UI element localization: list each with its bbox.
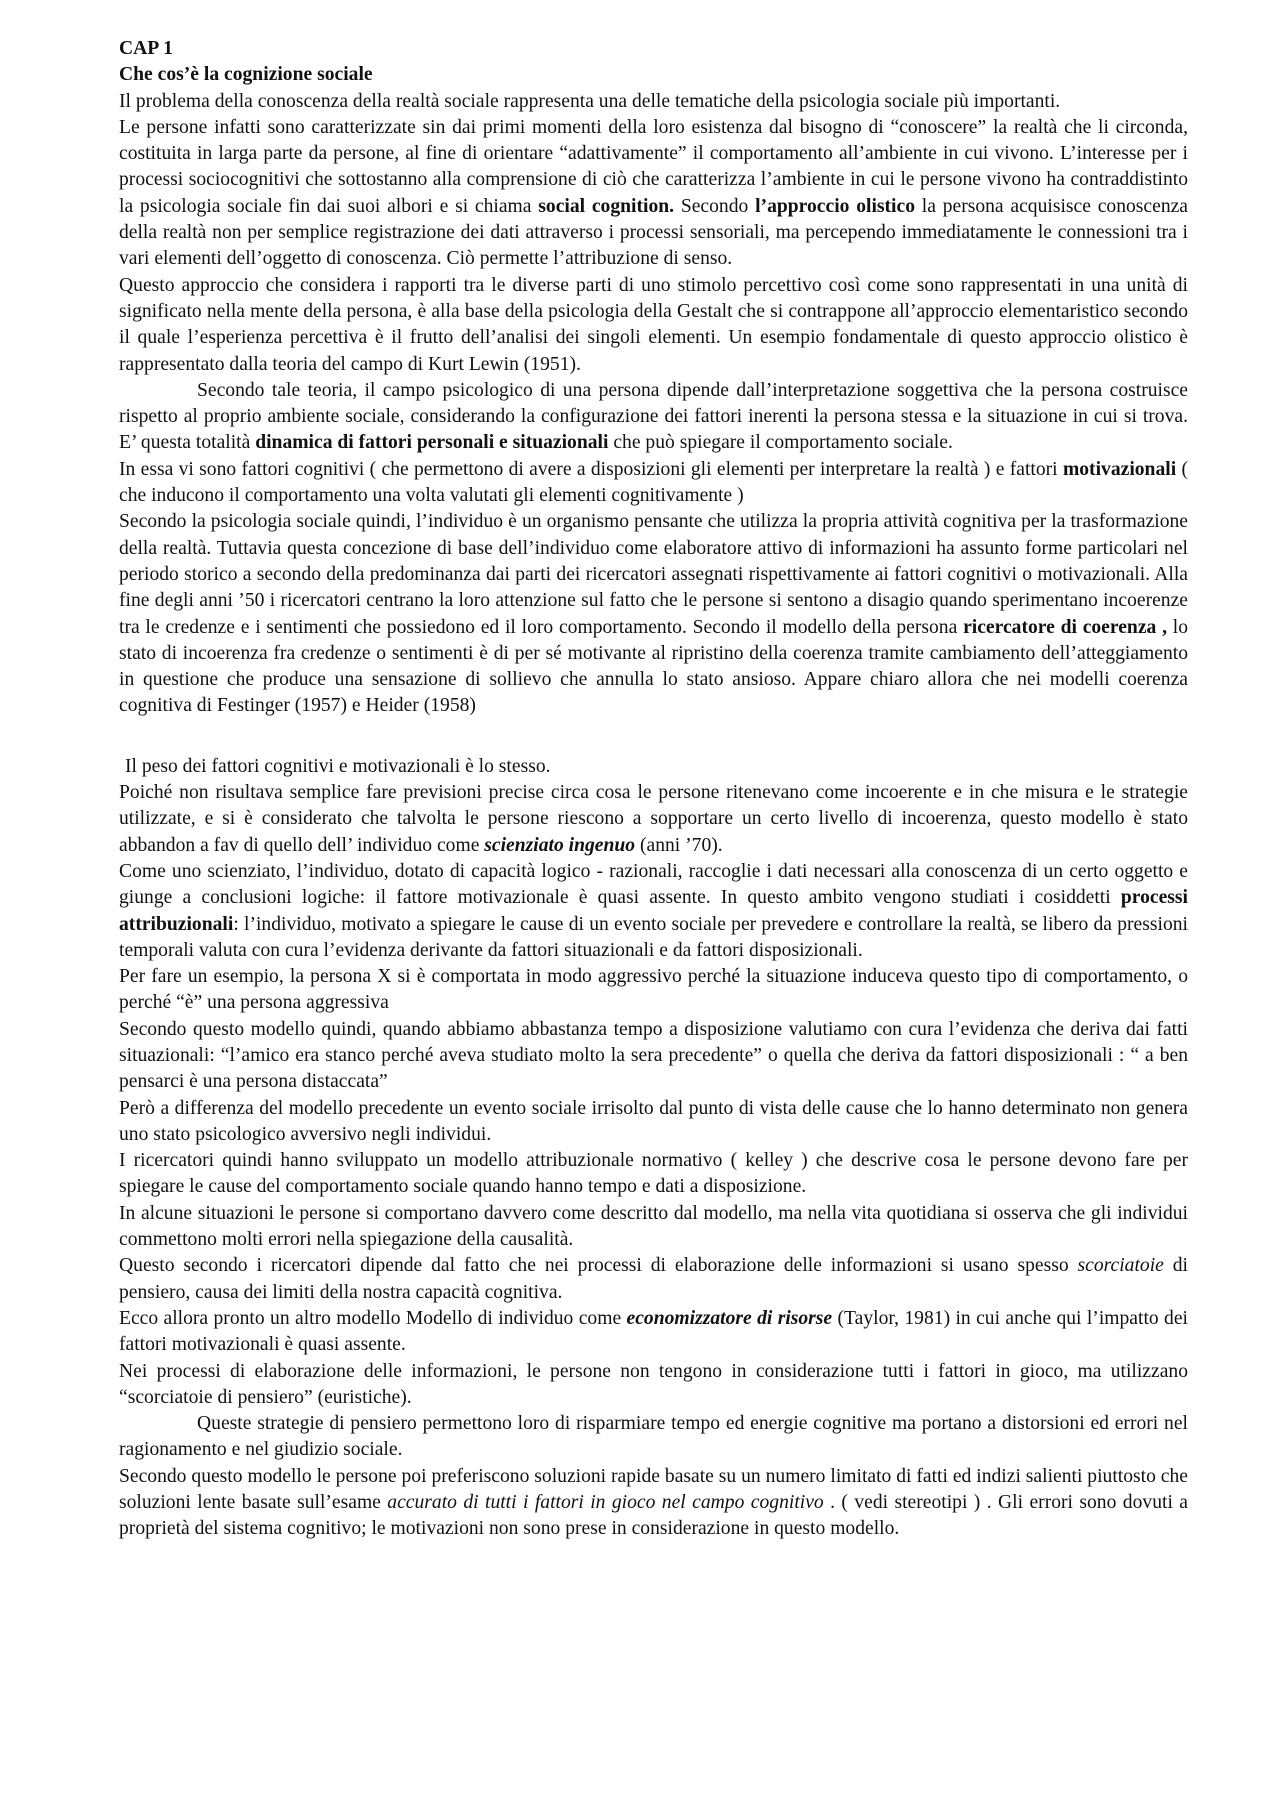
- text-run: Come uno scienziato, l’individuo, dotato di capacità logico - razionali, raccoglie i dati necessari alla conoscenza di un certo oggetto e giunge a conclusioni logiche: il fattore motivazionale è quasi assente. In questo ambito vengono studiati i cosiddetti: [119, 860, 1188, 909]
- text-run: lo stato di incoerenza fra credenze o sentimenti è di per sé motivante al ripristino della coerenza tramite cambiamento dell’atteggiamento in questione che produce una sensazione di sollievo che annulla lo stato ansioso. Appare chiaro allora che nei modelli coerenza cognitiva di Festinger (1957) e Heider (1958): [119, 616, 1188, 717]
- text-run: Questo secondo i ricercatori dipende dal fatto che nei processi di elaborazione delle informazioni si usano spesso: [119, 1255, 1078, 1277]
- bold-term: social cognition.: [538, 195, 675, 217]
- text-run: (Taylor, 1981) in cui anche qui l’impatto dei fattori motivazionali è quasi assente.: [119, 1307, 1188, 1356]
- text-run: di pensiero, causa dei limiti della nostra capacità cognitiva.: [119, 1255, 1188, 1303]
- bold-italic-term: economizzatore di risorse: [626, 1307, 833, 1329]
- paragraph: Il peso dei fattori cognitivi e motivazionali è lo stesso.: [125, 755, 551, 777]
- bold-italic-term: scienziato ingenuo: [484, 834, 636, 856]
- text-run: Le persone infatti sono caratterizzate sin dai primi momenti della loro esistenza dal bisogno di “conoscere” la realtà che li circonda, costituita in larga parte da persone, al fine di orientare “adattivamente” il comportamento all’ambiente in cui vivono. L’interesse per i processi sociocognitivi che sottostanno alla comprensione di ciò che caratterizza l’ambiente in cui le persone vivono ha contraddistinto la psicologia sociale fin dai suoi albori e si chiama: [119, 116, 1188, 217]
- text-run: In essa vi sono fattori cognitivi ( che permettono di avere a disposizioni gli elementi per interpretare la realtà ) e fattori: [119, 458, 1063, 480]
- italic-term: scorciatoie: [1077, 1255, 1164, 1277]
- bold-term: l’approccio olistico: [755, 195, 915, 217]
- italic-term: accurato di tutti i fattori in gioco nel campo cognitivo: [387, 1492, 824, 1514]
- paragraph-gap: [119, 720, 1188, 754]
- paragraph: Secondo questo modello quindi, quando abbiamo abbastanza tempo a disposizione valutiamo con cura l’evidenza che deriva dai fatti situazionali: “l’amico era stanco perché aveva studiato molto la sera precedente” o quella che deriva da fattori disposizionali : “ a ben pensarci è una persona distaccata”: [119, 1018, 1188, 1093]
- paragraph: [119, 1464, 1188, 1543]
- bold-term: processi attribuzionali: [119, 887, 1188, 935]
- bold-term: ricercatore di coerenza ,: [963, 616, 1167, 638]
- paragraph: Per fare un esempio, la persona X si è comportata in modo aggressivo perché la situazione induceva questo tipo di comportamento, o perché “è” una persona aggressiva: [119, 966, 1188, 1014]
- text-run: Poiché non risultava semplice fare previsioni precise circa cosa le persone ritenevano come incoerente e in che misura e le strategie utilizzate, e si è considerato che talvolta le persone riescono a sopportare un certo livello di incoerenza, questo modello è stato abbandon a fav di quello dell’ individuo come: [119, 782, 1188, 856]
- paragraph: [119, 780, 1188, 859]
- paragraph: [119, 1253, 1188, 1306]
- chapter-label: CAP 1: [119, 38, 173, 59]
- paragraph: [119, 1306, 1188, 1359]
- section-title: Che cos’è la cognizione sociale: [119, 64, 373, 86]
- text-run: Secondo tale teoria, il campo psicologico di una persona dipende dall’interpretazione soggettiva che la persona costruisce rispetto al proprio ambiente sociale, considerando la configurazione dei fattori inerenti la persona stessa e la situazione in cui si trova. E’ questa totalità: [119, 379, 1188, 454]
- paragraph: In alcune situazioni le persone si comportano davvero come descritto dal modello, ma nella vita quotidiana si osserva che gli individui commettono molti errori nella spiegazione della causalità.: [119, 1202, 1188, 1251]
- paragraph: [119, 115, 1188, 273]
- bold-term: dinamica di fattori personali e situazionali: [255, 432, 609, 454]
- paragraph: [119, 859, 1188, 964]
- paragraph: Però a differenza del modello precedente un evento sociale irrisolto dal punto di vista delle cause che lo hanno determinato non genera uno stato psicologico avversivo negli individui.: [119, 1097, 1188, 1145]
- text-run: Secondo: [674, 195, 756, 217]
- text-run: . ( vedi stereotipi ) . Gli errori sono dovuti a proprietà del sistema cognitivo; le motivazioni non sono prese in considerazione in questo modello.: [119, 1492, 1188, 1540]
- text-run: Secondo questo modello le persone poi preferiscono soluzioni rapide basate su un numero limitato di fatti ed indizi salienti piuttosto che soluzioni lente basate sull’esame: [119, 1465, 1188, 1514]
- text-run: : l’individuo, motivato a spiegare le cause di un evento sociale per prevedere e controllare la realtà, se libero da pressioni temporali valuta con cura l’evidenza derivante da fattori situazionali e da fattori disposizionali.: [119, 913, 1188, 961]
- text-run: la persona acquisisce conoscenza della realtà non per semplice registrazione dei dati attraverso i processi sensoriali, ma percependo immediatamente le connessioni tra i vari elementi dell’oggetto di conoscenza. Ciò permette l’attribuzione di senso.: [119, 195, 1189, 270]
- bold-term: motivazionali: [1062, 458, 1177, 480]
- paragraph: [119, 509, 1188, 719]
- text-run: ( che inducono il comportamento una volta valutati gli elementi cognitivamente ): [119, 458, 1188, 507]
- text-run: (anni ’70).: [635, 834, 723, 856]
- document-body: [119, 36, 1188, 1543]
- text-run: Ecco allora pronto un altro modello Modello di individuo come: [119, 1307, 627, 1329]
- paragraph: Questo approccio che considera i rapporti tra le diverse parti di uno stimolo percettivo così come sono rappresentati in una unità di significato nella mente della persona, è alla base della psicologia della Gestalt che si contrappone all’approccio elementaristico secondo il quale l’esperienza percettiva è il frutto dell’analisi dei singoli elementi. Un esempio fondamentale di questo approccio olistico è rappresentato dalla teoria del campo di Kurt Lewin (1951).: [119, 274, 1188, 375]
- paragraph: [119, 378, 1188, 457]
- paragraph: Queste strategie di pensiero permettono loro di risparmiare tempo ed energie cognitive ma portano a distorsioni ed errori nel ragionamento e nel giudizio sociale.: [119, 1413, 1188, 1461]
- text-run: Secondo la psicologia sociale quindi, l’individuo è un organismo pensante che utilizza la propria attività cognitiva per la trasformazione della realtà. Tuttavia questa concezione di base dell’individuo come elaboratore attivo di informazioni ha assunto forme particolari nel periodo storico a secondo della predominanza dai parti dei ricercatori assegnati rispettivamente ai fattori cognitivi o motivazionali. Alla fine degli anni ’50 i ricercatori centrano la loro attenzione sul fatto che le persone si sentono a disagio quando sperimentano incoerenze tra le credenze e i sentimenti che possiedono ed il loro comportamento. Secondo il modello della persona: [119, 511, 1188, 638]
- paragraph: I ricercatori quindi hanno sviluppato un modello attribuzionale normativo ( kelley ) che descrive cosa le persone devono fare per spiegare le cause del comportamento sociale quando hanno tempo e dati a disposizione.: [119, 1150, 1188, 1198]
- paragraph: [119, 457, 1188, 510]
- text-run: che può spiegare il comportamento sociale.: [608, 432, 953, 454]
- paragraph: Nei processi di elaborazione delle informazioni, le persone non tengono in considerazione tutti i fattori in gioco, ma utilizzano “scorciatoie di pensiero” (euristiche).: [119, 1360, 1188, 1408]
- paragraph: Il problema della conoscenza della realtà sociale rappresenta una delle tematiche della psicologia sociale più importanti.: [119, 90, 1061, 112]
